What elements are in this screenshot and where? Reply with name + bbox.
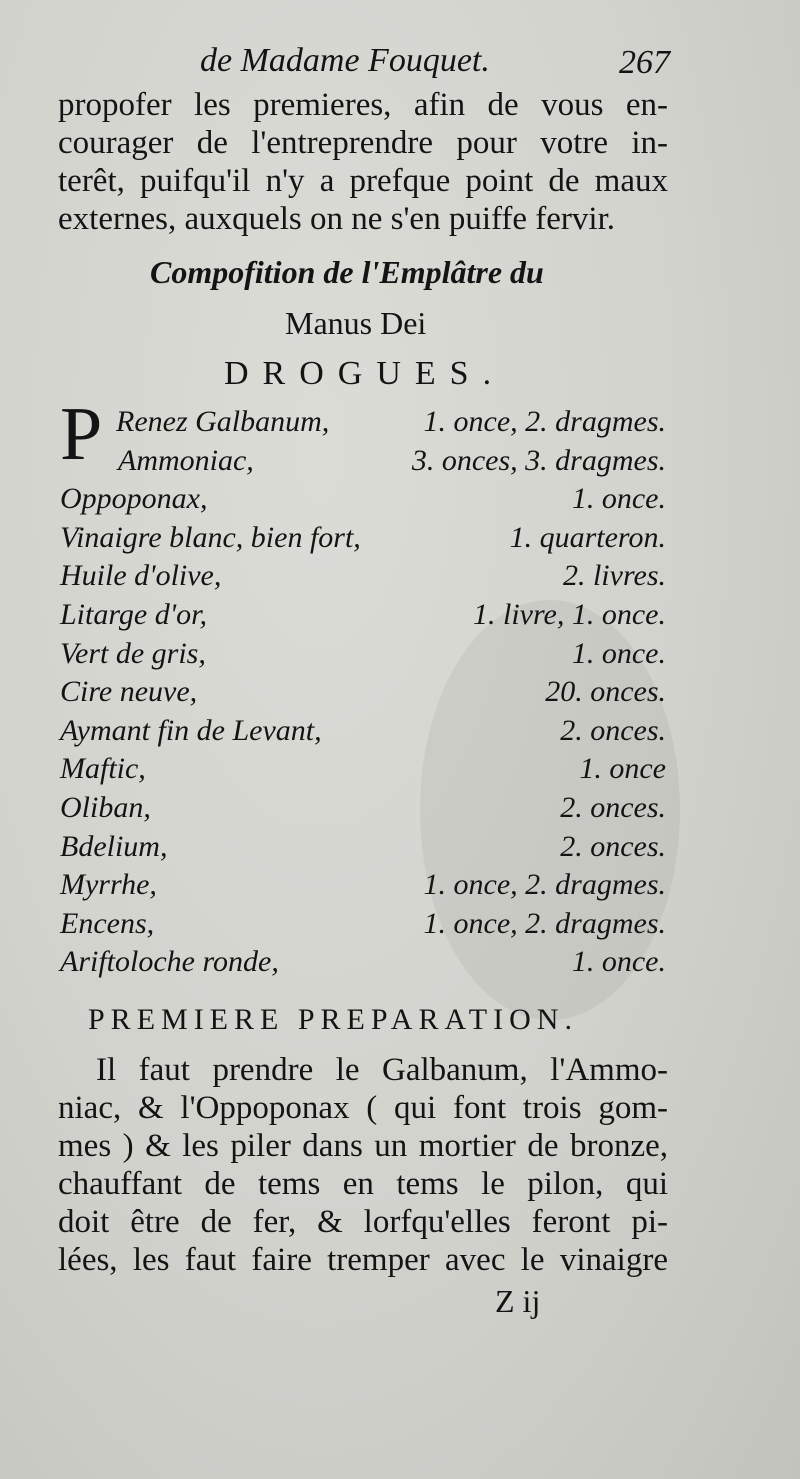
ingredient-name: Myrrhe, [60, 868, 157, 902]
ingredient-name: Litarge d'or, [60, 597, 207, 631]
ingredient-name: Ariftoloche ronde, [60, 945, 279, 979]
ingredient-quantity: 1. once [579, 752, 666, 786]
ingredient-name: Renez Galbanum, [116, 405, 330, 438]
ingredient-quantity: 1. livre, 1. once. [473, 597, 666, 631]
ingredient-quantity: 2. onces. [560, 713, 666, 747]
ingredient-quantity: 1. once, 2. dragmes. [423, 405, 666, 438]
text-line: propofer les premieres, afin de vous en- [58, 87, 668, 123]
ingredient-row [60, 405, 666, 444]
ingredient-quantity: 3. onces, 3. dragmes. [411, 443, 666, 477]
ingredient-quantity: 1. once, 2. dragmes. [423, 906, 666, 940]
ingredient-name: Encens, [60, 906, 155, 940]
ingredient-name: Oppoponax, [60, 482, 208, 516]
ingredient-name: Huile d'olive, [60, 559, 222, 593]
ingredient-name: Bdelium, [60, 829, 168, 863]
preparation-heading: PREMIERE PREPARATION. [88, 1003, 578, 1036]
ingredient-row [60, 521, 666, 560]
drop-cap: P [60, 392, 103, 476]
ingredient-row [60, 868, 666, 907]
text-line: Il faut prendre le Galbanum, l'Ammo- [96, 1052, 668, 1088]
intro-paragraph [58, 86, 668, 238]
ingredient-quantity: 1. once. [571, 945, 666, 979]
text-line: niac, & l'Oppoponax ( qui font trois gom- [58, 1090, 668, 1126]
ingredient-quantity: 1. once. [571, 636, 666, 670]
ingredient-row [60, 444, 666, 483]
signature-mark: Z ij [495, 1283, 541, 1319]
text-line: chauffant de tems en tems le pilon, qui [58, 1166, 668, 1202]
page-number: 267 [619, 44, 670, 81]
ingredient-row [60, 482, 666, 521]
ingredient-name: Vert de gris, [60, 636, 206, 670]
ingredient-name: Aymant fin de Levant, [60, 713, 322, 747]
ingredient-row [60, 637, 666, 676]
ingredient-row [60, 830, 666, 869]
text-line: terêt, puifqu'il n'y a prefque point de maux [58, 163, 668, 199]
ingredient-quantity: 1. once, 2. dragmes. [423, 868, 666, 902]
text-line: doit être de fer, & lorfqu'elles feront pi- [58, 1204, 668, 1240]
ingredients-list [60, 405, 666, 984]
ingredient-name: Maftic, [60, 752, 146, 786]
running-head: de Madame Fouquet. [200, 42, 490, 79]
ingredient-name: Ammoniac, [118, 443, 254, 477]
ingredient-quantity: 20. onces. [545, 675, 666, 709]
preparation-paragraph [58, 1051, 668, 1279]
ingredient-quantity: 2. livres. [562, 559, 666, 593]
ingredient-name: Vinaigre blanc, bien fort, [60, 520, 361, 554]
ingredient-quantity: 1. quarteron. [509, 520, 666, 554]
ingredient-name: Oliban, [60, 790, 151, 824]
ingredient-row [60, 945, 666, 984]
recipe-name: Manus Dei [285, 305, 427, 341]
ingredient-row [60, 791, 666, 830]
ingredient-row [60, 907, 666, 946]
ingredient-quantity: 2. onces. [560, 829, 666, 863]
ingredient-row [60, 598, 666, 637]
text-line: externes, auxquels on ne s'en puiffe fervir. [58, 201, 615, 237]
ingredient-quantity: 2. onces. [560, 790, 666, 824]
text-line: mes ) & les piler dans un mortier de bronze, [58, 1128, 668, 1164]
text-line: lées, les faut faire tremper avec le vinaigre [58, 1242, 668, 1278]
ingredient-row [60, 675, 666, 714]
page-header [60, 42, 670, 86]
ingredient-row [60, 714, 666, 753]
composition-heading: Compofition de l'Emplâtre du [150, 254, 544, 290]
text-line: courager de l'entreprendre pour votre in- [58, 125, 668, 161]
ingredient-quantity: 1. once. [571, 482, 666, 516]
drogues-heading: DROGUES. [224, 355, 506, 392]
ingredient-row [60, 752, 666, 791]
ingredient-name: Cire neuve, [60, 675, 198, 709]
ingredient-row [60, 559, 666, 598]
